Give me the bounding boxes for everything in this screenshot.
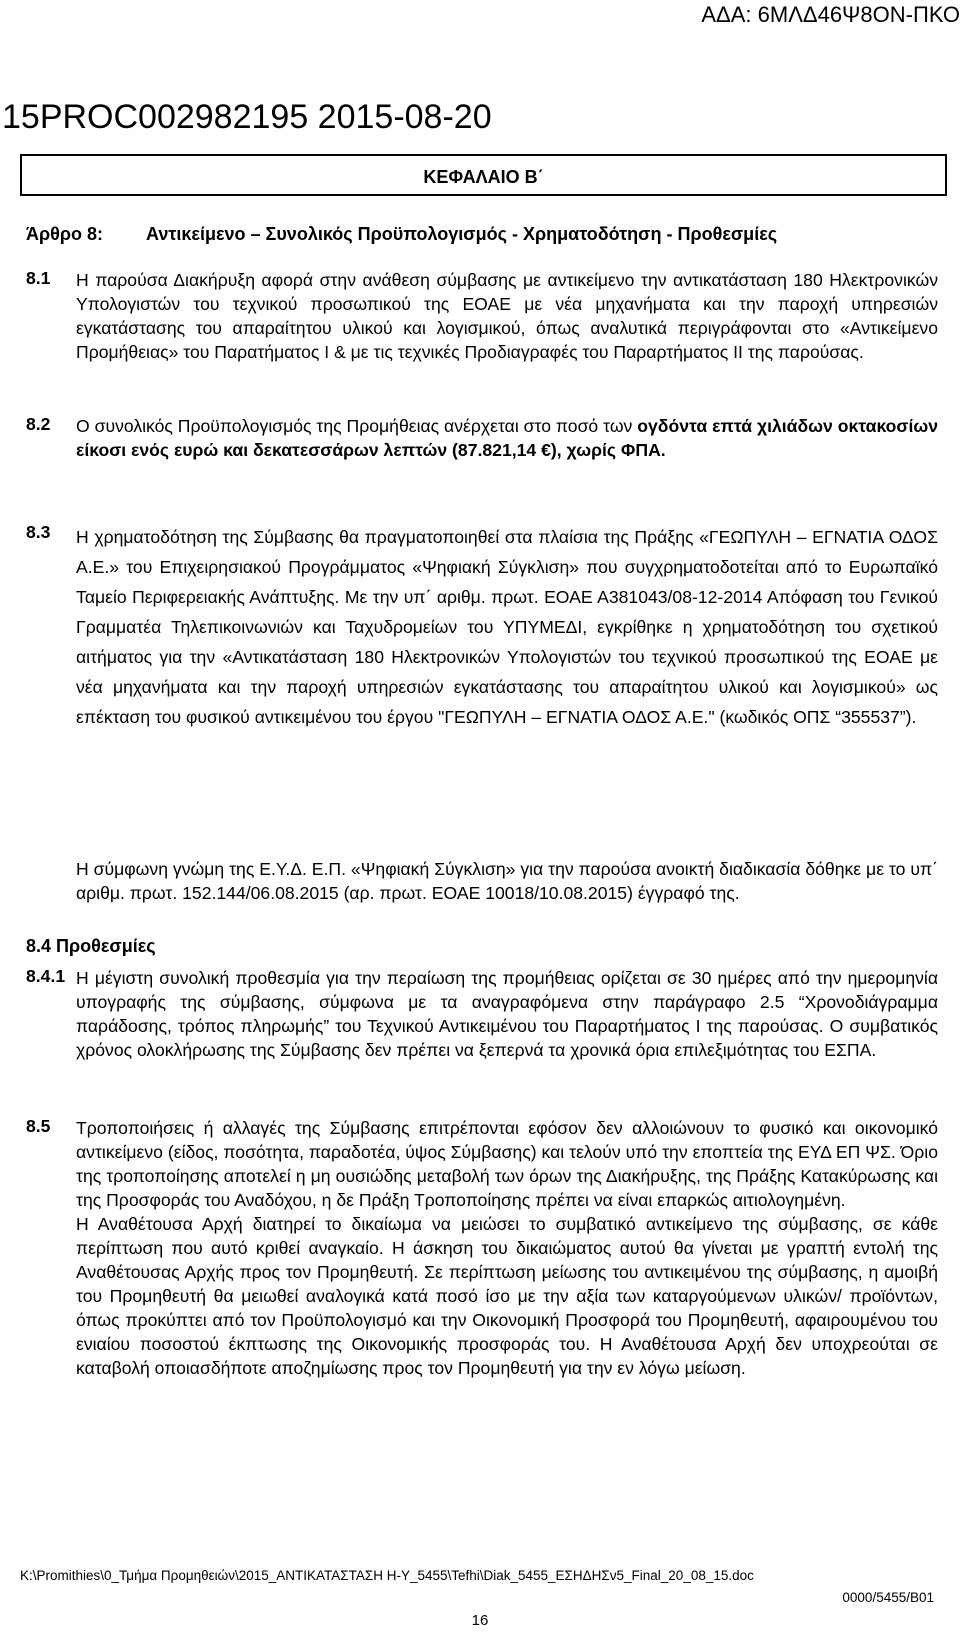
section-number: 8.2: [26, 414, 51, 434]
paragraph: Η Αναθέτουσα Αρχή διατηρεί το δικαίωμα να μειώσει το συμβατικό αντικείμενο της σύμβασης, σε κάθε περίπτωση που αυτό κριθεί αναγκαίο. Η άσκηση του δικαιώματος αυτού θα γίνεται με γραπτή εντολή της Αναθέτουσας Αρχής προς τον Προμηθευτή. Σε περίπτωση μείωσης του αντικειμένου της σύμβασης, η αμοιβή του Προμηθευτή θα μειωθεί αναλογικά κατά ποσό ίσο με την αξία των καταργούμενων υλικών/ προϊόντων, όπως προκύπτει από τον Προϋπολογισμό και την Οικονομική Προσφορά του Προμηθευτή, αφαιρουμένου του ενιαίου ποσοστού έκπτωσης της Οικονομικής προσφοράς του. Η Αναθέτουσα Αρχή δεν υποχρεούται σε καταβολή οποιασδήποτε αποζημίωσης προς τον Προμηθευτή για την εν λόγω μείωση.: [76, 1214, 938, 1378]
chapter-box: [20, 154, 947, 196]
page-number: 16: [471, 1612, 489, 1629]
footer-file-path: K:\Promithies\0_Τμήμα Προμηθειών\2015_ΑΝΤΙΚΑΤΑΣΤΑΣΗ Η-Υ_5455\Tefhi\Diak_5455_ΕΣΗΔΗΣν5_Final_20_08_15.doc: [20, 1568, 754, 1583]
section-8-4-1: [26, 966, 938, 1062]
section-number: 8.3: [26, 522, 51, 542]
section-number: 8.4.1: [26, 966, 66, 986]
section-text: Η παρούσα Διακήρυξη αφορά στην ανάθεση σύμβασης με αντικείμενο την αντικατάσταση 180 Ηλεκτρονικών Υπολογιστών του τεχνικού προσωπικού της ΕΟΑΕ με νέα μηχανήματα και την παροχή υπηρεσιών εγκατάστασης του απαραίτητου υλικού και λογισμικού, όπως αναλυτικά περιγράφονται στο «Αντικείμενο Προμήθειας» του Παρατήματος Ι & με τις τεχνικές Προδιαγραφές του Παραρτήματος ΙΙ της παρούσας.: [76, 270, 938, 362]
section-text: [76, 414, 938, 462]
section-text: Η μέγιστη συνολική προθεσμία για την περαίωση της προμήθειας ορίζεται σε 30 ημέρες από την ημερομηνία υπογραφής της σύμβασης, σύμφωνα με τα αναγραφόμενα στην παράγραφο 2.5 “Χρονοδιάγραμμα παράδοσης, τρόπος πληρωμής” του Τεχνικού Αντικειμένου του Παραρτήματος Ι της παρούσας. Ο συμβατικός χρόνος ολοκλήρωσης της Σύμβασης δεν πρέπει να ξεπερνά τα χρονικά όρια επιλεξιμότητας του ΕΣΠΑ.: [76, 968, 938, 1060]
section-number: 8.1: [26, 268, 51, 288]
proc-number: 15PROC002982195 2015-08-20: [2, 98, 492, 136]
section-text: Η σύμφωνη γνώμη της Ε.Υ.Δ. Ε.Π. «Ψηφιακή Σύγκλιση» για την παρούσα ανοικτή διαδικασία δόθηκε με το υπ΄ αριθμ. πρωτ. 152.144/06.08.2015 (αρ. πρωτ. ΕΟΑΕ 10018/10.08.2015) έγγραφό της.: [76, 859, 938, 903]
article-number: Άρθρο 8:: [26, 224, 104, 244]
section-8-4: [26, 936, 938, 957]
chapter-title: ΚΕΦΑΛΑΙΟ Β΄: [423, 167, 544, 187]
section-text: Η χρηματοδότηση της Σύμβασης θα πραγματοποιηθεί στα πλαίσια της Πράξης «ΓΕΩΠΥΛΗ – ΕΓΝΑΤΙΑ ΟΔΟΣ Α.Ε.» του Επιχειρησιακού Προγράμματος «Ψηφιακή Σύγκλιση» που συγχρηματοδοτείται από το Ευρωπαϊκό Ταμείο Περιφερειακής Ανάπτυξης. Με την υπ΄ αριθμ. πρωτ. ΕΟΑΕ Α381043/08-12-2014 Απόφαση του Γενικού Γραμματέα Τηλεπικοινωνιών και Ταχυδρομείων του ΥΠΥΜΕΔΙ, εγκρίθηκε η χρηματοδότηση του σχετικού αιτήματος για την «Αντικατάσταση 180 Ηλεκτρονικών Υπολογιστών του τεχνικού προσωπικού της ΕΟΑΕ με νέα μηχανήματα και την παροχή υπηρεσιών εγκατάστασης του απαραίτητου υλικού και λογισμικού» ως επέκταση του φυσικού αντικειμένου του έργου "ΓΕΩΠΥΛΗ – ΕΓΝΑΤΙΑ ΟΔΟΣ Α.Ε." (κωδικός ΟΠΣ “355537”).: [76, 527, 938, 727]
footer-doc-code: 0000/5455/Β01: [842, 1590, 934, 1605]
budget-intro: Ο συνολικός Προϋπολογισμός της Προμήθειας ανέρχεται στο ποσό των: [76, 416, 638, 436]
section-text: [76, 1116, 938, 1380]
article-title: Αντικείμενο – Συνολικός Προϋπολογισμός - Χρηματοδότηση - Προθεσμίες: [146, 224, 778, 244]
section-8-5: [26, 1116, 938, 1380]
section-8-1: [26, 268, 938, 364]
section-8-2: [26, 414, 938, 462]
paragraph: Τροποποιήσεις ή αλλαγές της Σύμβασης επιτρέπονται εφόσον δεν αλλοιώνουν το φυσικό και οικονομικό αντικείμενο (είδος, ποσότητα, παραδοτέα, ύψος Σύμβασης) και τελούν υπό την εποπτεία της ΕΥΔ ΕΠ ΨΣ. Όριο της τροποποίησης αποτελεί η μη ουσιώδης μεταβολή των όρων της Διακήρυξης, της Πράξης Κατακύρωσης και της Προσφοράς του Αναδόχου, η δε Πράξη Τροποποίησης πρέπει να είναι επαρκώς αιτιολογημένη.: [76, 1118, 938, 1210]
section-number: 8.5: [26, 1116, 51, 1136]
section-heading: 8.4 Προθεσμίες: [26, 936, 156, 956]
budget-amount: ογδόντα επτά χιλιάδων οκτακοσίων είκοσι ενός ευρώ και δεκατεσσάρων λεπτών (87.821,14 €), χωρίς ΦΠΑ.: [76, 416, 938, 460]
article-heading: [26, 224, 777, 245]
section-8-3-opinion: [26, 857, 938, 905]
section-8-3: [26, 522, 938, 732]
ada-code: ΑΔΑ: 6ΜΛΔ46Ψ8ΟΝ-ΠΚΟ: [701, 2, 960, 27]
